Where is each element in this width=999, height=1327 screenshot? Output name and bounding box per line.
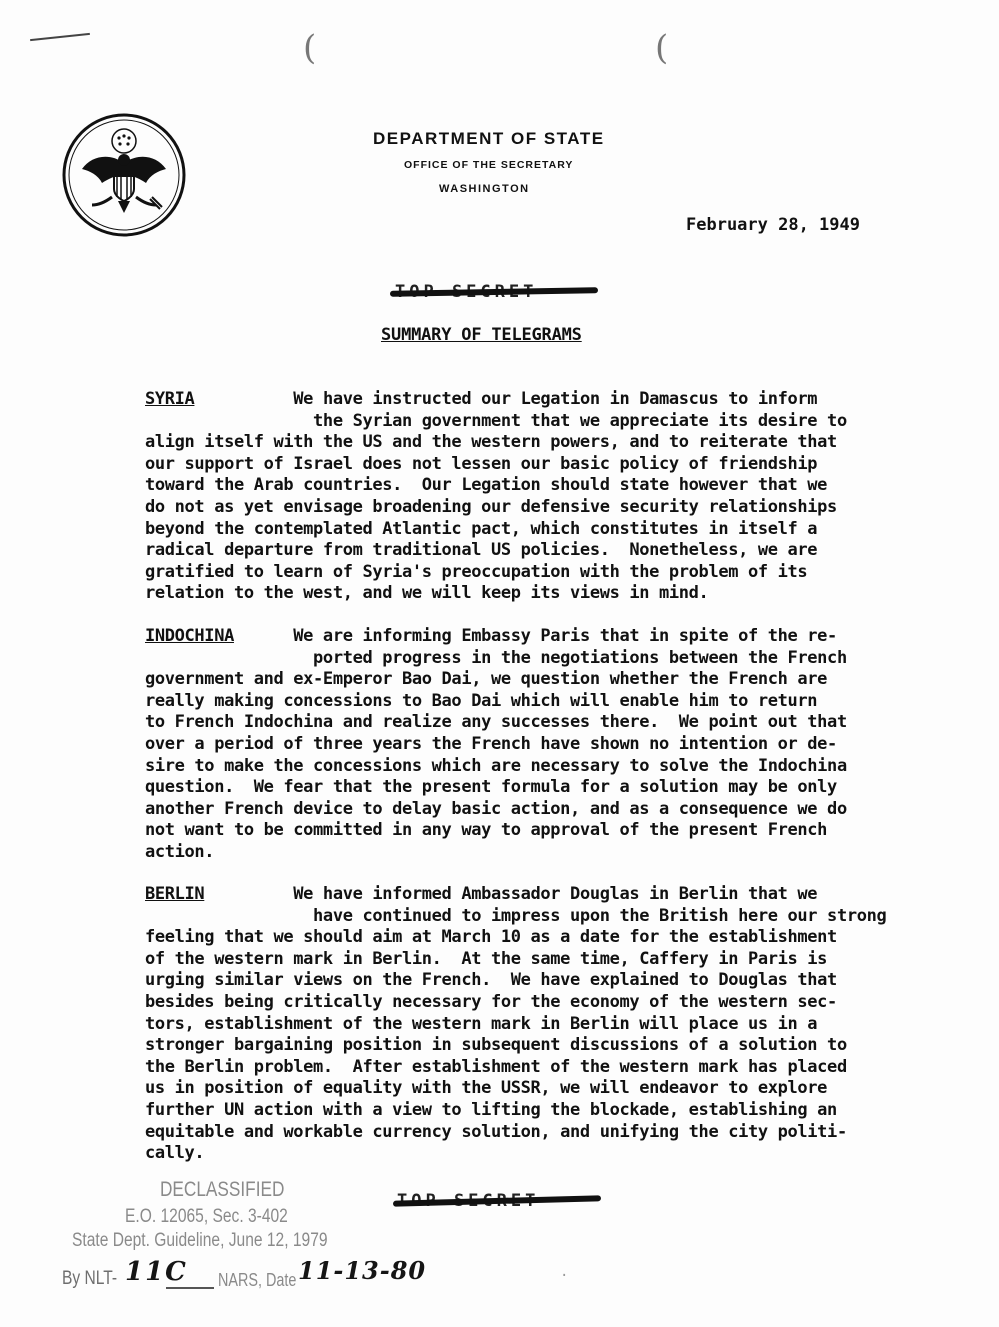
section-line: stronger bargaining position in subsequent discussions of a solution to [145, 1035, 847, 1056]
section-line: action. [145, 841, 215, 862]
section-line: cally. [145, 1143, 205, 1164]
document-date: February 28, 1949 [686, 215, 860, 235]
section-line: our support of Israel does not lessen our basic policy of friendship [145, 453, 818, 474]
section-line: beyond the contemplated Atlantic pact, which constitutes in itself a [145, 518, 818, 539]
section-line: urging similar views on the French. We have explained to Douglas that [145, 970, 837, 991]
scan-mark [30, 33, 90, 41]
section-line: We are informing Embassy Paris that in spite of the re- [233, 626, 837, 646]
section-line: have continued to impress upon the British here our strong [145, 905, 887, 926]
section-line: another French device to delay basic action, and as a consequence we do [145, 798, 847, 819]
section-line: over a period of three years the French have shown no intention or de- [145, 733, 837, 754]
section-line: government and ex-Emperor Bao Dai, we question whether the French are [145, 669, 828, 690]
section-label: SYRIA [145, 389, 195, 409]
section-berlin [145, 884, 905, 1165]
section-line: align itself with the US and the western powers, and to reiterate that [145, 432, 837, 453]
scan-mark: ( [303, 28, 317, 68]
section-line: gratified to learn of Syria's preoccupation with the problem of its [145, 561, 808, 582]
section-line: question. We fear that the present formula for a solution may be only [145, 777, 837, 798]
section-syria [145, 389, 905, 605]
section-line: besides being critically necessary for the economy of the western sec- [145, 991, 837, 1012]
section-line: of the western mark in Berlin. At the same time, Caffery in Paris is [145, 948, 828, 969]
section-line: the Berlin problem. After establishment of the western mark has placed [145, 1056, 847, 1077]
section-line: toward the Arab countries. Our Legation should state however that we [145, 475, 828, 496]
declassified-stamp-by: By NLT- [62, 1268, 118, 1289]
great-seal-eagle-icon [62, 113, 186, 237]
letterhead-office: OFFICE OF THE SECRETARY [404, 159, 574, 171]
letterhead-department: DEPARTMENT OF STATE [373, 129, 605, 148]
section-line: relation to the west, and we will keep its views in mind. [145, 583, 709, 604]
section-indochina [145, 626, 905, 864]
section-line: to French Indochina and realize any successes there. We point out that [145, 712, 847, 733]
section-line: not want to be committed in any way to approval of the present French [145, 820, 828, 841]
section-line: feeling that we should aim at March 10 as a date for the establishment [145, 927, 837, 948]
section-line: really making concessions to Bao Dai which will enable him to return [145, 690, 818, 711]
declassified-stamp-guideline: State Dept. Guideline, June 12, 1979 [72, 1230, 328, 1251]
section-line: sire to make the concessions which are necessary to solve the Indochina [145, 755, 847, 776]
letterhead-city: WASHINGTON [439, 183, 530, 195]
section-line: tors, establishment of the western mark in Berlin will place us in a [145, 1013, 818, 1034]
section-line: the Syrian government that we appreciate its desire to [145, 410, 847, 431]
scan-mark: · [560, 1268, 569, 1284]
section-line: ported progress in the negotiations between the French [145, 647, 847, 668]
declassified-stamp-title: DECLASSIFIED [160, 1178, 285, 1201]
section-line: further UN action with a view to lifting the blockade, establishing an [145, 1099, 837, 1120]
section-line: radical departure from traditional US policies. Nonetheless, we are [145, 540, 818, 561]
section-line: We have instructed our Legation in Damascus to inform [194, 389, 818, 409]
handwritten-initials: 11C [125, 1257, 188, 1287]
section-label: BERLIN [145, 884, 205, 904]
section-line: us in position of equality with the USSR, we will endeavor to explore [145, 1078, 828, 1099]
section-line: equitable and workable currency solution, and unifying the city politi- [145, 1121, 847, 1142]
handwritten-date: 11-13-80 [298, 1256, 427, 1285]
section-line: do not as yet envisage broadening our defensive security relationships [145, 496, 837, 517]
declassified-stamp-authority: E.O. 12065, Sec. 3-402 [125, 1206, 288, 1227]
scan-mark: ( [655, 28, 669, 68]
stamp-underline [166, 1287, 214, 1289]
document-title: SUMMARY OF TELEGRAMS [381, 325, 582, 345]
section-line: We have informed Ambassador Douglas in Berlin that we [204, 884, 818, 904]
declassified-stamp-nars: NARS, Date [218, 1270, 297, 1290]
section-label: INDOCHINA [145, 626, 234, 646]
